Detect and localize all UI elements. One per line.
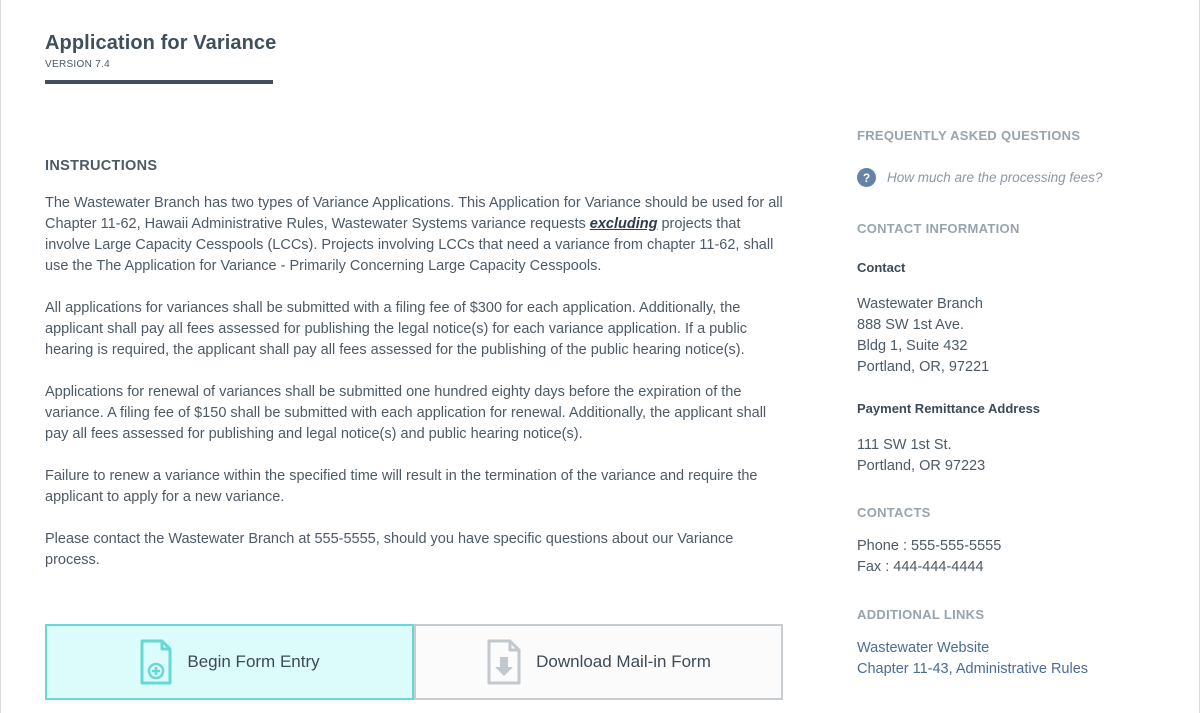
instructions-p1-start: The Wastewater Branch has two types of Variance Applications. This Application for Variance should be used for all Chapter 11-62, Hawaii Administrative Rules, Wastewater Systems variance requests <box>45 195 783 232</box>
contact-address <box>857 294 1177 378</box>
document-download-icon <box>486 639 522 685</box>
instructions-heading: INSTRUCTIONS <box>45 158 158 174</box>
instructions-section <box>45 156 783 592</box>
instructions-paragraph-5: Please contact the Wastewater Branch at 555-5555, should you have specific questions about our Variance process. <box>45 531 734 568</box>
contact-info-heading: CONTACT INFORMATION <box>857 221 1020 236</box>
payment-line: Portland, OR 97223 <box>857 458 986 474</box>
contacts-list <box>857 536 1177 578</box>
faq-heading: FREQUENTLY ASKED QUESTIONS <box>857 128 1081 143</box>
administrative-rules-link[interactable]: Chapter 11-43, Administrative Rules <box>857 661 1089 677</box>
instructions-p1-end: projects that involve Large Capacity Cesspools (LCCs). Projects involving LCCs that need a variance from chapter 11-62, shall use the The Application for Variance - Primarily Concerning Large Capacity Cesspools. <box>45 216 774 274</box>
action-buttons <box>45 624 783 700</box>
excluding-emphasis: excluding <box>589 216 658 232</box>
version-label: VERSION 7.4 <box>45 59 110 70</box>
document-plus-icon <box>139 639 173 685</box>
begin-form-entry-label: Begin Form Entry <box>187 652 320 671</box>
wastewater-website-link[interactable]: Wastewater Website <box>857 640 990 656</box>
contact-subheading: Contact <box>857 260 906 275</box>
contacts-heading: CONTACTS <box>857 505 931 520</box>
payment-subheading: Payment Remittance Address <box>857 401 1041 416</box>
download-mail-in-form-button[interactable] <box>414 624 783 700</box>
payment-line: 111 SW 1st St. <box>857 437 952 453</box>
title-underline <box>45 80 273 84</box>
contact-line: Bldg 1, Suite 432 <box>857 338 968 354</box>
contact-line: 888 SW 1st Ave. <box>857 317 964 333</box>
question-icon: ? <box>857 168 876 187</box>
contact-line: Wastewater Branch <box>857 296 983 312</box>
instructions-paragraph-3: Applications for renewal of variances shall be submitted one hundred eighty days before the expiration of the variance. A filing fee of $150 shall be submitted with each application for renewal. Additionally, the applicant shall pay all fees assessed for publishing and legal notice(s) and public hearing notice(s). <box>45 384 767 442</box>
instructions-paragraph-4: Failure to renew a variance within the specified time will result in the termination of the variance and require the applicant to apply for a new variance. <box>45 468 758 505</box>
instructions-paragraph-2: All applications for variances shall be submitted with a filing fee of $300 for each application. Additionally, the applicant shall pay all fees assessed for publishing the legal notice(s) for each variance application. If a public hearing is required, the applicant shall pay all fees assessed for the publishing of the public hearing notice(s). <box>45 300 748 358</box>
contact-line: Portland, OR, 97221 <box>857 359 990 375</box>
faq-item[interactable] <box>857 168 1177 187</box>
links-list <box>857 638 1177 680</box>
page-header <box>45 32 276 84</box>
faq-question[interactable]: How much are the processing fees? <box>887 170 1103 185</box>
download-mail-in-form-label: Download Mail-in Form <box>536 652 711 671</box>
instructions-paragraph-1 <box>45 193 783 277</box>
page-title: Application for Variance <box>45 32 277 54</box>
payment-address <box>857 435 1177 477</box>
phone-number: Phone : 555-555-5555 <box>857 538 1002 554</box>
sidebar <box>857 128 1177 680</box>
additional-links-heading: ADDITIONAL LINKS <box>857 607 985 622</box>
fax-number: Fax : 444-444-4444 <box>857 559 984 575</box>
begin-form-entry-button[interactable] <box>45 624 414 700</box>
